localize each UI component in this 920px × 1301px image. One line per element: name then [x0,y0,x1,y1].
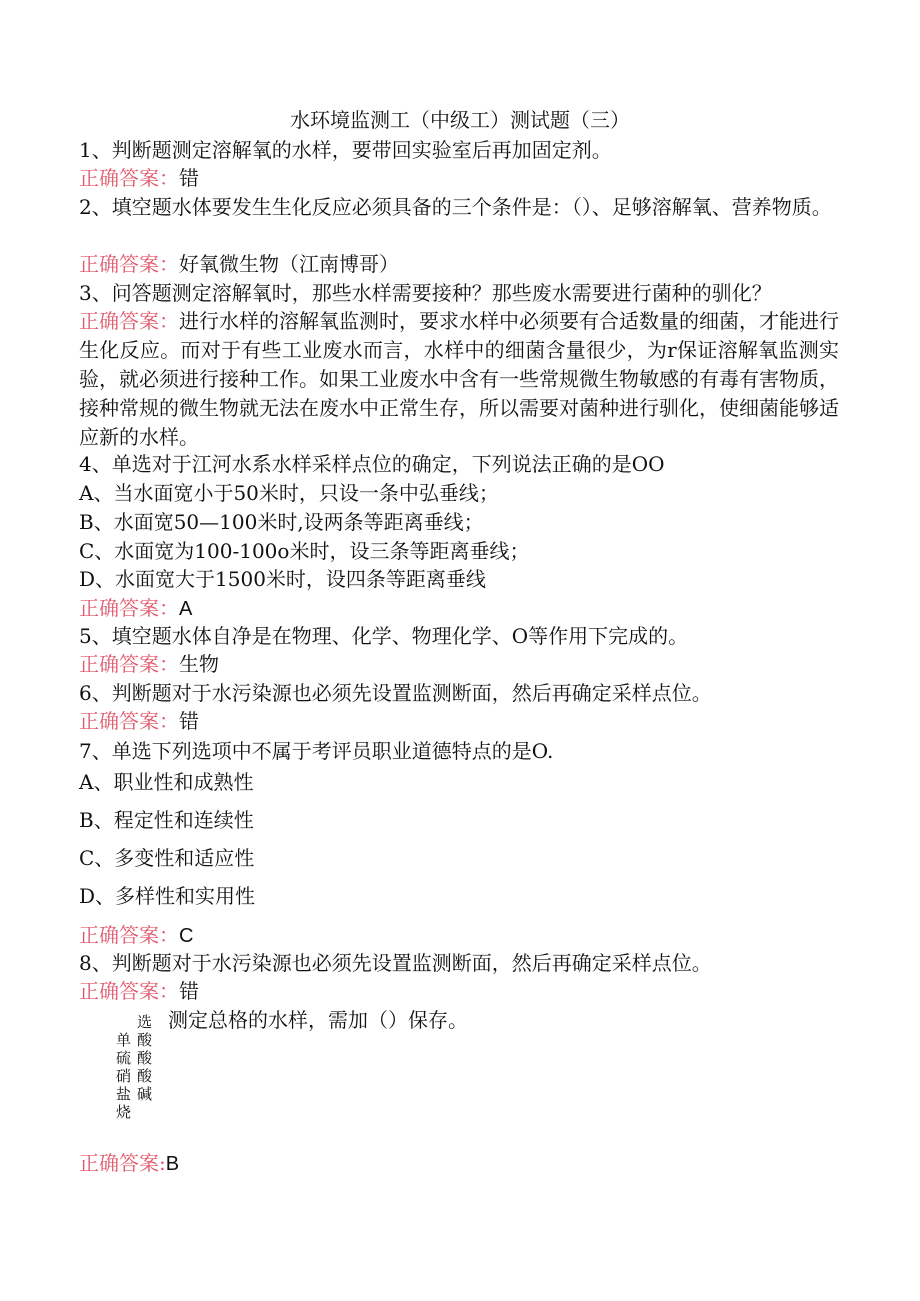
answer-value: 好氧微生物（江南博哥） [179,252,399,276]
answer-value: 错 [179,979,199,1003]
answer-5 [79,650,839,679]
answer-label: 正确答案: [79,1151,166,1175]
answer-9 [79,1149,839,1179]
answer-3 [79,307,839,452]
page-title: 水环境监测工（中级工）测试题（三） [290,108,630,132]
answer-value: 错 [179,709,199,733]
option-7b: B、程定性和连续性 [79,808,254,832]
question-7: 7、单选下列选项中不属于考评员职业道德特点的是O. [79,739,554,763]
option-4a: A、当水面宽小于50米时，只设一条中弘垂线； [79,481,499,505]
question-8: 8、判断题对于水污染源也必须先设置监测断面，然后再确定采样点位。 [79,951,712,975]
answer-8 [79,977,839,1006]
question-1: 1、判断题测定溶解氧的水样，要带回实验室后再加固定剂。 [79,138,612,162]
answer-label: 正确答案： [79,309,179,333]
question-4: 4、单选对于江河水系水样采样点位的确定，下列说法正确的是OO [79,452,665,476]
question-3: 3、问答题测定溶解氧时，那些水样需要接种？那些废水需要进行菌种的驯化？ [79,281,772,305]
answer-1 [79,164,839,193]
answer-2 [79,250,839,279]
answer-value: C [179,925,194,947]
question-9-vertical-col-2: 选酸酸酸碱 [136,1013,152,1103]
answer-4 [79,594,839,624]
option-4d: D、水面宽大于1500米时，设四条等距离垂线 [79,567,486,591]
question-9-vertical-col-1: 单硫硝盐烧 [115,1031,131,1121]
answer-label: 正确答案： [79,923,179,947]
question-2: 2、填空题水体要发生生化反应必须具备的三个条件是：（）、足够溶解氧、营养物质。 [79,195,832,219]
answer-value: B [165,1153,180,1175]
option-7c: C、多变性和适应性 [79,846,255,870]
answer-label: 正确答案： [79,596,179,620]
option-4b: B、水面宽50—100米时,设两条等距离垂线； [79,510,484,534]
option-7d: D、多样性和实用性 [79,884,256,908]
option-4c: C、水面宽为100-100o米时，设三条等距离垂线； [79,539,530,563]
question-6: 6、判断题对于水污染源也必须先设置监测断面，然后再确定采样点位。 [79,681,712,705]
answer-value: 生物 [179,652,219,676]
answer-label: 正确答案： [79,652,179,676]
answer-value: 错 [179,166,199,190]
option-7a: A、职业性和成熟性 [79,770,254,794]
answer-value: A [179,598,193,620]
answer-label: 正确答案： [79,166,179,190]
question-9: 测定总格的水样，需加（）保存。 [168,1008,468,1032]
question-5: 5、填空题水体自净是在物理、化学、物理化学、O等作用下完成的。 [79,624,689,648]
answer-label: 正确答案： [79,979,179,1003]
answer-label: 正确答案： [79,252,179,276]
answer-6 [79,707,839,736]
answer-label: 正确答案： [79,709,179,733]
answer-value: 进行水样的溶解氧监测时，要求水样中必须要有合适数量的细菌，才能进行生化反应。而对于有些工业废水而言，水样中的细菌含量很少，为r保证溶解氧监测实验，就必须进行接种工作。如果工业废水中含有一些常规微生物敏感的有毒有害物质，接种常规的微生物就无法在废水中正常生存，所以需要对菌种进行驯化，使细菌能够适应新的水样。 [79,309,839,449]
answer-7 [79,921,839,951]
